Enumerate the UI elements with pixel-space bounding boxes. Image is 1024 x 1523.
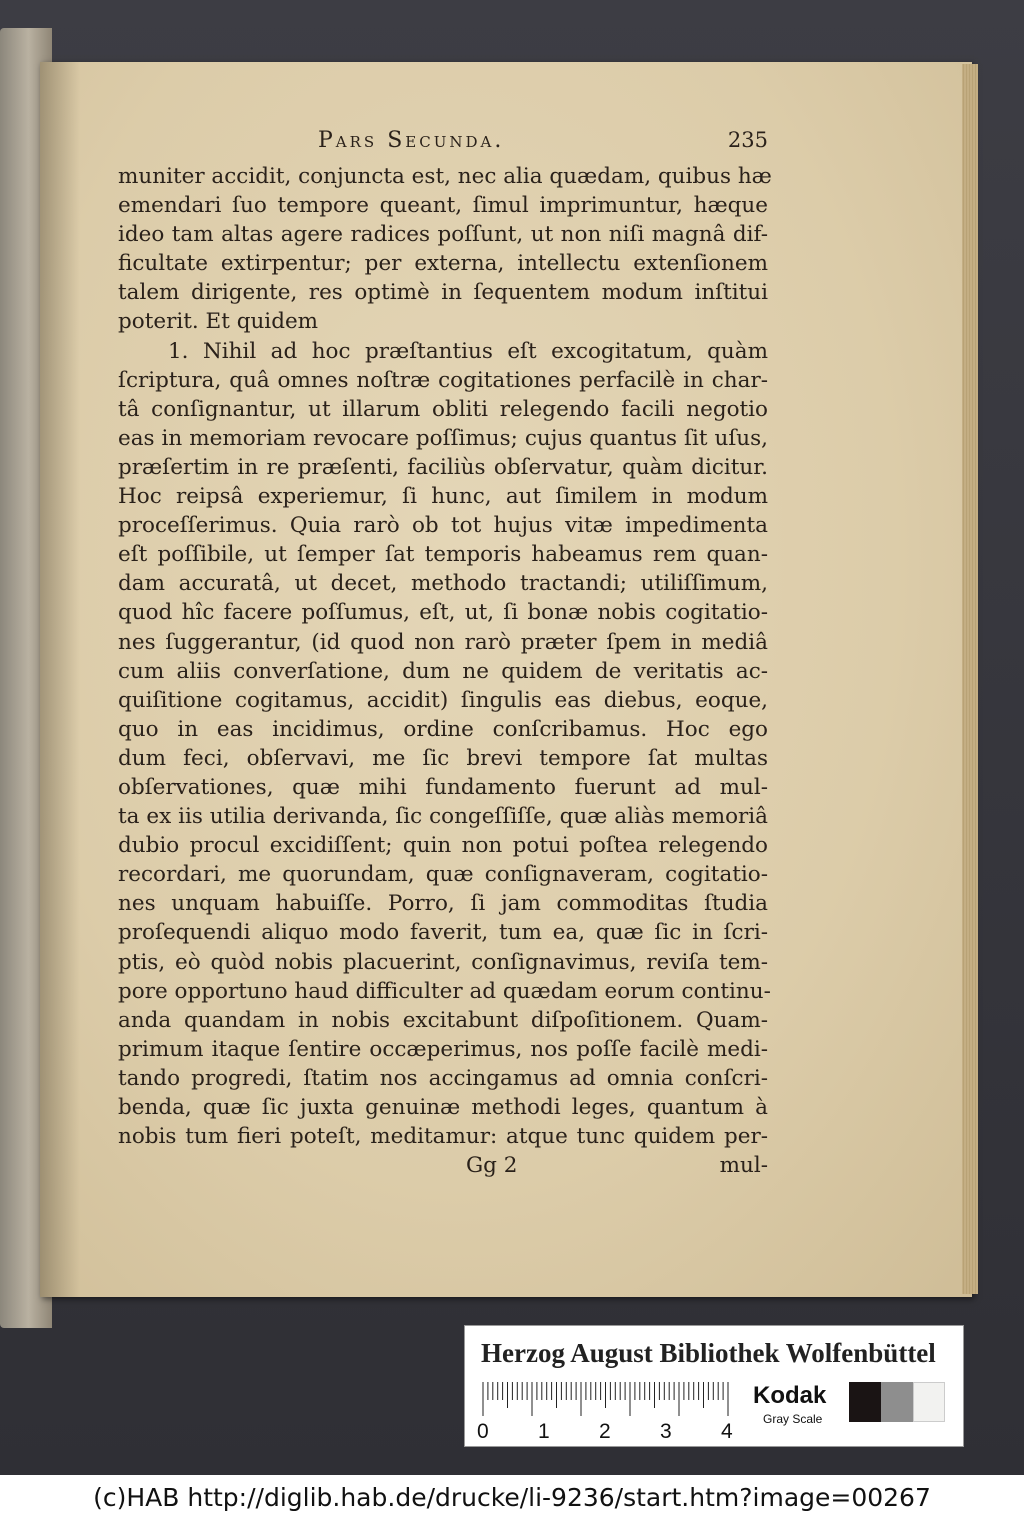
running-head-title: Pars Secunda. [318, 128, 505, 153]
copyright-url: (c)HAB http://diglib.hab.de/drucke/li-9236/start.htm?image=00267 [93, 1483, 931, 1512]
ruler-number: 2 [599, 1420, 611, 1443]
kodak-logo: Kodak [753, 1382, 827, 1409]
text-line: proſequendi aliquo modo faverit, tum ea, quæ ſic in ſcri- [118, 920, 768, 946]
page-number: 235 [727, 128, 768, 152]
text-line: quod hîc facere poſſumus, eſt, ut, ſi bonæ nobis cogitatio- [118, 600, 768, 626]
text-line: proceſſerimus. Quia rarò ob tot hujus vitæ impedimenta [118, 513, 768, 539]
swatch-white [913, 1382, 945, 1422]
text-line: 1. Nihil ad hoc præſtantius eſt excogitatum, quàm [168, 338, 768, 364]
text-line: tâ conſignantur, ut illarum obliti relegendo facili negotio [118, 396, 768, 422]
running-head [118, 120, 768, 162]
text-line: nes ſuggerantur, (id quod non rarò præter ſpem in mediâ [118, 629, 768, 655]
ruler-numbers [475, 1420, 745, 1444]
text-line: talem dirigente, res optimè in ſequentem modum inſtitui [118, 280, 768, 306]
catchword: mul- [719, 1153, 768, 1179]
text-line: cum aliis converſatione, dum ne quidem de veritatis ac- [118, 658, 768, 684]
text-line: tando progredi, ſtatim nos accingamus ad omnia conſcri- [118, 1065, 768, 1091]
text-line: præſertim in re præſenti, faciliùs obſervatur, quàm dicitur. [118, 454, 768, 480]
ruler-number: 3 [660, 1420, 672, 1443]
swatch-gray [881, 1382, 913, 1422]
signature-mark: Gg 2 [466, 1153, 518, 1179]
text-line: quo in eas incidimus, ordine conſcribamus. Hoc ego [118, 716, 768, 742]
text-line: nobis tum fieri poteſt, meditamur: atque tunc quidem per- [118, 1124, 768, 1150]
page-footer [118, 1153, 768, 1183]
text-line: eas in memoriam revocare poſſimus; cujus quantus ſit uſus, [118, 425, 768, 451]
text-line: dum feci, obſervavi, me ſic brevi tempore ſat multas [118, 745, 768, 771]
swatch-black [849, 1382, 881, 1422]
text-line: nes unquam habuiſſe. Porro, ſi jam commoditas ſtudia [118, 891, 768, 917]
text-line: eſt poſſibile, ut ſemper ſat temporis habeamus rem quan- [118, 542, 768, 568]
body-text [118, 162, 772, 1151]
text-line: dubio procul excidiſſent; quin non potui poſtea relegendo [118, 833, 768, 859]
page-stack-edge [962, 64, 978, 1294]
text-line: anda quandam in nobis excitabunt diſpoſitionem. Quam- [118, 1007, 768, 1033]
text-line: Hoc reipsâ experiemur, ſi hunc, aut ſimilem in modum [118, 484, 768, 510]
text-line: ſcriptura, quâ omnes noſtræ cogitationes perfacilè in char- [118, 367, 768, 393]
text-line: emendari ſuo tempore queant, ſimul imprimuntur, hæque [118, 193, 768, 219]
text-line: ficultate extirpentur; per externa, intellectu extenſionem [118, 251, 768, 277]
library-name: Herzog August Bibliothek Wolfenbüttel [481, 1338, 936, 1368]
text-line: dam accuratâ, ut decet, methodo tractandi; utiliſſimum, [118, 571, 768, 597]
text-line: ideo tam altas agere radices poſſunt, ut non niſi magnâ dif- [118, 222, 768, 248]
ruler-number: 4 [721, 1420, 733, 1443]
gray-scale-label: Gray Scale [763, 1412, 823, 1426]
text-line: recordari, me quorundam, quæ conſignaveram, cogitatio- [118, 862, 768, 888]
page-text-block [118, 120, 772, 1183]
text-line: pore opportuno haud difficulter ad quædam eorum continu- [118, 978, 771, 1004]
ruler-number: 1 [538, 1420, 550, 1443]
text-line: benda, quæ ſic juxta genuinæ methodi leges, quantum à [118, 1095, 768, 1120]
text-line: poterit. Et quidem [118, 309, 319, 335]
text-line: ta ex iis utilia derivanda, ſic congeſſiſſe, quæ aliàs memoriâ [118, 804, 768, 830]
text-line: ptis, eò quòd nobis placuerint, conſignavimus, reviſa tem- [118, 949, 768, 975]
ruler-scale [481, 1382, 731, 1416]
text-line: obſervationes, quæ mihi fundamento fuerunt ad mul- [118, 774, 768, 800]
text-line: quiſitione cogitamus, accidit) ſingulis eas diebus, eoque, [118, 687, 768, 713]
ruler-number: 0 [477, 1420, 489, 1443]
color-calibration-card [464, 1325, 964, 1447]
page-gutter-shadow [40, 62, 80, 1297]
text-line: primum itaque ſentire occæperimus, nos poſſe facilè medi- [118, 1036, 768, 1062]
text-line: muniter accidit, conjuncta est, nec alia quædam, quibus hæ [118, 164, 772, 189]
